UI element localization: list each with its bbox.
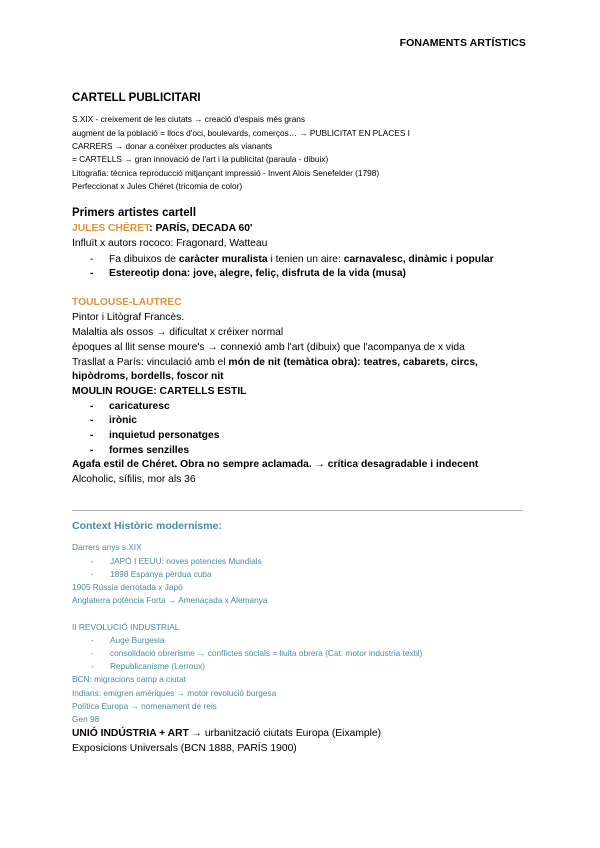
list-item: - Estereotip dona: jove, alegre, feliç, disfruta de la vida (musa) xyxy=(90,268,406,279)
text-line: èpoques al llit sense moure's → connexió amb l'art (dibuix) que l'acompanya de x vida xyxy=(72,342,465,353)
text-line: Trasllat a París: vinculació amb el món de nit (temàtica obra): teatres, cabarets, circs, xyxy=(72,357,478,368)
text-line: augment de la població = llocs d'oci, boulevards, comerços… → PUBLICITAT EN PLACES I xyxy=(72,128,410,138)
page-header: FONAMENTS ARTÍSTICS xyxy=(399,37,526,49)
list-item: - Auge Burgesia xyxy=(91,635,165,645)
text-line: Exposicions Universals (BCN 1888, PARÍS 1900) xyxy=(72,743,297,754)
list-item: - inquietud personatges xyxy=(90,430,220,441)
list-item: - caricaturesc xyxy=(90,401,170,412)
section-title-context: Context Històric modernisme: xyxy=(72,520,222,532)
text-line: Política Europa → nomenament de reis xyxy=(72,701,217,711)
cheret-heading xyxy=(72,221,252,236)
text-line: Darrers anys s.XIX xyxy=(72,542,142,552)
text-line: Perfeccionat x Jules Chéret (tricomia de color) xyxy=(72,181,243,191)
text-line: Malaltia als ossos → dificultat x créixer normal xyxy=(72,327,284,338)
text-line: Indians: emigren amèriques → motor revolució burgesa xyxy=(72,688,277,698)
divider xyxy=(72,510,523,511)
section-title-artists: Primers artistes cartell xyxy=(72,207,197,219)
list-item: - Fa dibuixos de caràcter muralista i tenien un aire: carnavalesc, dinàmic i popular xyxy=(90,254,494,265)
separator: : xyxy=(149,223,156,234)
text-line: BCN: migracions camp a ciutat xyxy=(72,674,186,684)
text-line: MOULIN ROUGE: CARTELLS ESTIL xyxy=(72,386,247,397)
text-line: hipòdroms, bordells, foscor nit xyxy=(72,371,224,382)
text-line: Pintor i Litògraf Francès. xyxy=(72,312,185,323)
cheret-place: PARÍS, DECADA 60' xyxy=(155,223,253,234)
text-line: = CARTELLS → gran innovació de l'art i la publicitat (paraula - dibuix) xyxy=(72,154,329,164)
text-line: Agafa estil de Chéret. Obra no sempre aclamada. → crítica desagradable i indecent xyxy=(72,459,479,470)
artist-name-lautrec: TOULOUSE-LAUTREC xyxy=(72,297,182,308)
text-line: Anglaterra potència Forta → Amenaçada x Alemanya xyxy=(72,595,268,605)
text-line: Litografia: tècnica reproducció mitjançant impressió - Invent Alois Senefelder (1798) xyxy=(72,168,380,178)
text-line: UNIÓ INDÚSTRIA + ART → urbanització ciutats Europa (Eixample) xyxy=(72,728,382,739)
section-title-cartell: CARTELL PUBLICITARI xyxy=(72,92,201,104)
text-line: 1905 Rússia derrotada x Japó xyxy=(72,582,183,592)
text-line: Alcoholic, sífilis, mor als 36 xyxy=(72,474,196,485)
text-line: Influït x autors rococo: Fragonard, Watteau xyxy=(72,238,268,249)
artist-name-cheret: JULES CHÉRET xyxy=(72,223,150,234)
text-line: Gen 98 xyxy=(72,714,100,724)
text-line: CARRERS → donar a conèixer productes als vianants xyxy=(72,141,273,151)
list-item: - formes senzilles xyxy=(90,445,190,456)
list-item: - consolidació obrerisme → conflictes socials = lluita obrera (Cat. motor industria textil) xyxy=(91,648,423,658)
text-line: S.XIX - creixement de les ciutats → creació d'espais més grans xyxy=(72,114,306,124)
list-item: - 1898 Espanya pèrdua cuba xyxy=(91,569,212,579)
list-item: - irònic xyxy=(90,415,138,426)
list-item: - Republicanisme (Lerroux) xyxy=(91,661,205,671)
text-line: II REVOLUCIÓ INDUSTRIAL xyxy=(72,622,180,632)
list-item: - JAPÓ I EEUU: noves potencies Mundials xyxy=(91,556,262,566)
